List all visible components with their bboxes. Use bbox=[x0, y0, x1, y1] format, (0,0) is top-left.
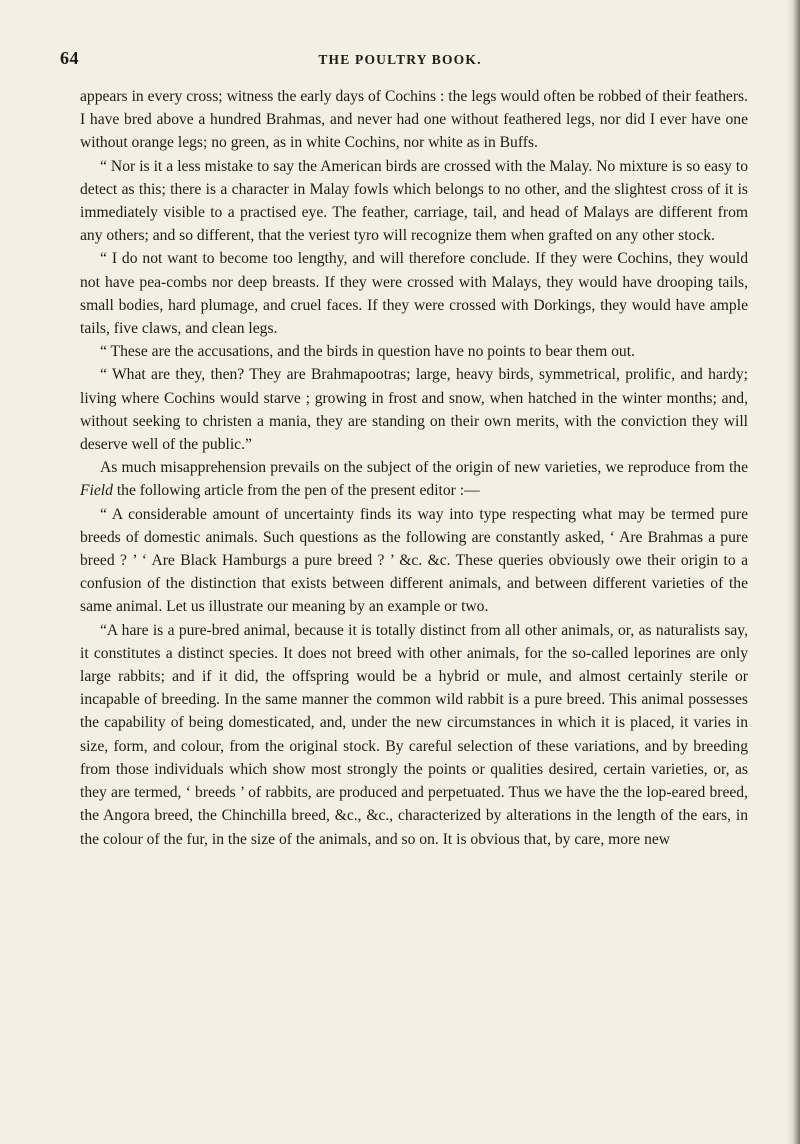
page-edge-shadow bbox=[786, 0, 800, 1144]
paragraph: “ A considerable amount of uncertainty finds its way into type respecting what may be termed pure breeds of domestic animals. Such questions as the following are constantly asked, ‘ Are Brahmas a pure breed ? ’ ‘ Are Black Hamburgs a pure breed ? ’ &c. &c. These queries obviously owe their origin to a confusion of the distinction that exists between different animals, and between different varieties of the same animal. Let us illustrate our meaning by an example or two. bbox=[80, 505, 748, 616]
body-text bbox=[80, 85, 748, 851]
running-head: THE POULTRY BOOK. bbox=[318, 52, 482, 67]
paragraph: “ Nor is it a less mistake to say the American birds are crossed with the Malay. No mixture is so easy to detect as this; there is a character in Malay fowls which belongs to no other, and the slightest cross of it is immediately visible to a practised eye. The feather, carriage, tail, and head of Malays are different from any others; and so different, that the veriest tyro will recognize them when grafted on any other stock. bbox=[80, 157, 748, 245]
paragraph: “ I do not want to become too lengthy, and will therefore conclude. If they were Cochins, they would not have pea-combs nor deep breasts. If they were crossed with Malays, they would have drooping tails, small bodies, hard plumage, and cruel faces. If they were crossed with Dorkings, they would have ample tails, five claws, and clean legs. bbox=[80, 250, 748, 338]
page-number: 64 bbox=[60, 48, 79, 68]
publication-title: Field bbox=[80, 482, 113, 500]
paragraph: “ These are the accusations, and the birds in question have no points to bear them out. bbox=[100, 343, 635, 361]
paragraph: “ What are they, then? They are Brahmapootras; large, heavy birds, symmetrical, prolific, and hardy; living where Cochins would starve ; growing in frost and snow, when hatched in the winter months; and, without seeking to christen a mania, they are standing on their own merits, with the conviction they will deserve well of the public.” bbox=[80, 366, 748, 454]
paragraph-field-intro: As much misapprehension prevails on the subject of the origin of new varieties, we reproduce from the Field the following article from the pen of the present editor :— bbox=[80, 459, 748, 500]
paragraph: “A hare is a pure-bred animal, because it is totally distinct from all other animals, or, as naturalists say, it constitutes a distinct species. It does not breed with other animals, for the so-called leporines are only large rabbits; and if it did, the offspring would be a hybrid or mule, and almost certainly sterile or incapable of breeding. In the same manner the common wild rabbit is a pure breed. This animal possesses the capability of being domesticated, and, under the new circumstances in which it is placed, it varies in size, form, and colour, from the original stock. By careful selection of these variations, and by breeding from those individuals which show most strongly the points or qualities desired, certain varieties, or, as they are termed, ‘ breeds ’ of rabbits, are produced and perpetuated. Thus we have the the lop-eared breed, the Angora breed, the Chinchilla breed, &c., &c., characterized by alterations in the length of the ears, in the colour of the fur, in the size of the animals, and so on. It is obvious that, by care, more new bbox=[80, 621, 748, 848]
paragraph: appears in every cross; witness the early days of Cochins : the legs would often be robbed of their feathers. I have bred above a hundred Brahmas, and never had one without feathered legs, nor did I ever have one without orange legs; no green, as in white Cochins, nor white as in Buffs. bbox=[80, 88, 748, 152]
